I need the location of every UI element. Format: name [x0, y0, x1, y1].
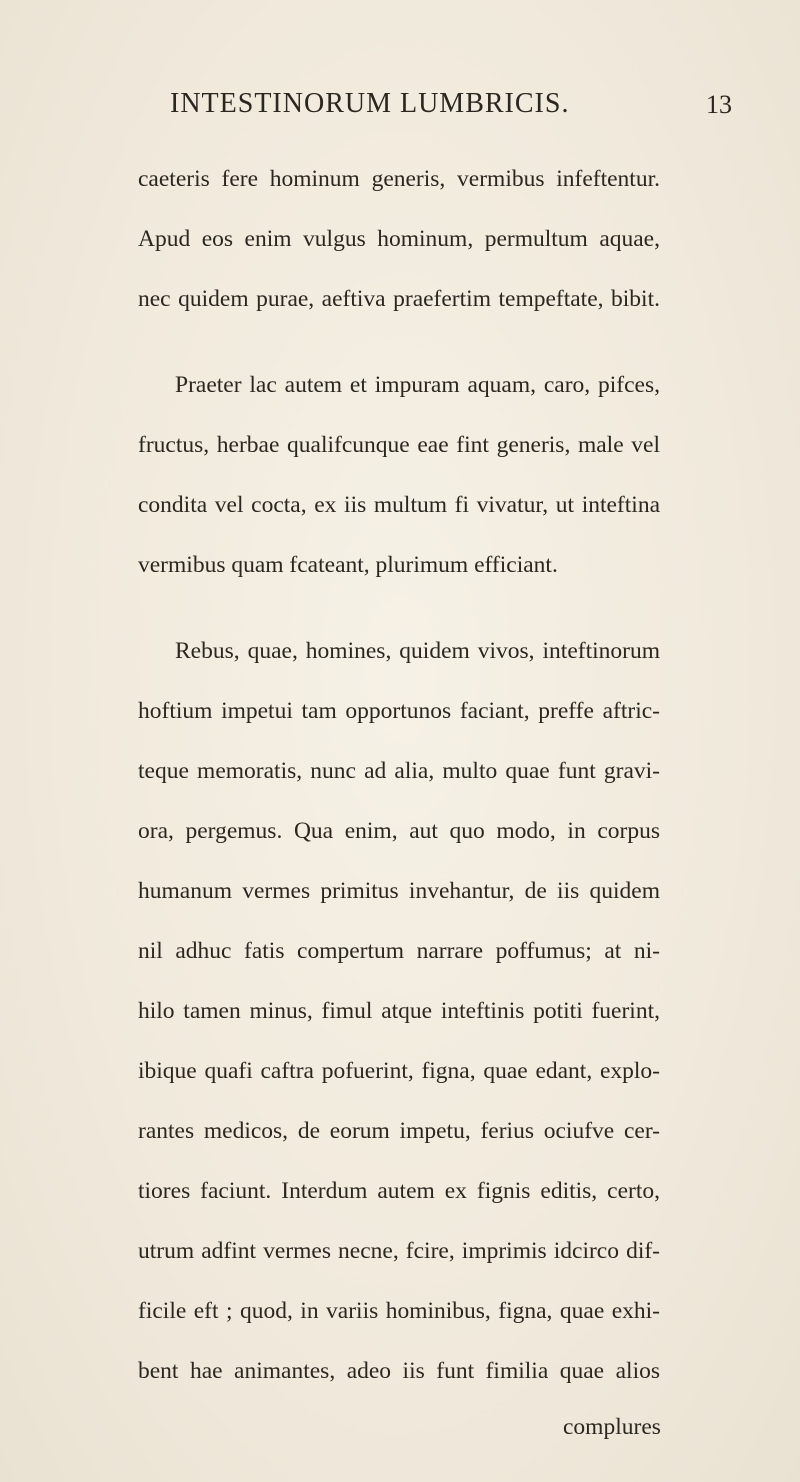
text-line: ibique quafi caftra pofuerint, figna, quae edant, explo- — [138, 1058, 660, 1084]
text-line: teque memoratis, nunc ad alia, multo quae funt gravi- — [138, 758, 660, 784]
page-number: 13 — [706, 90, 732, 119]
text-line: condita vel cocta, ex iis multum fi vivatur, ut inteftina — [138, 492, 660, 518]
text-line: vermibus quam fcateant, plurimum efficiant. — [138, 552, 558, 578]
text-line: ficile eft ; quod, in variis hominibus, figna, quae exhi- — [138, 1298, 660, 1324]
text-line: fructus, herbae qualifcunque eae fint generis, male vel — [138, 432, 660, 458]
catchword: complures — [563, 1414, 661, 1440]
text-line: caeteris fere hominum generis, vermibus infeftentur. — [138, 166, 660, 192]
text-line: bent hae animantes, adeo iis funt fimilia quae alios — [138, 1358, 660, 1384]
text-line: tiores faciunt. Interdum autem ex fignis editis, certo, — [138, 1178, 660, 1204]
text-line: rantes medicos, de eorum impetu, ferius ociufve cer- — [138, 1118, 660, 1144]
text-line: utrum adfint vermes necne, fcire, imprimis idcirco dif- — [138, 1238, 660, 1264]
text-line: hoftium impetui tam opportunos faciant, preffe aftric- — [138, 698, 660, 724]
text-line: Apud eos enim vulgus hominum, permultum aquae, — [138, 226, 660, 252]
text-line: hilo tamen minus, fimul atque inteftinis potiti fuerint, — [138, 998, 660, 1024]
running-title: INTESTINORUM LUMBRICIS. — [170, 88, 570, 119]
text-line: ora, pergemus. Qua enim, aut quo modo, in corpus — [138, 818, 660, 844]
text-line: humanum vermes primitus invehantur, de iis quidem — [138, 878, 660, 904]
text-line: Rebus, quae, homines, quidem vivos, inteftinorum — [175, 638, 660, 664]
text-line: nil adhuc fatis compertum narrare poffumus; at ni- — [138, 938, 660, 964]
text-line: nec quidem purae, aeftiva praefertim tempeftate, bibit. — [138, 286, 660, 312]
text-line: Praeter lac autem et impuram aquam, caro, pifces, — [175, 372, 660, 398]
